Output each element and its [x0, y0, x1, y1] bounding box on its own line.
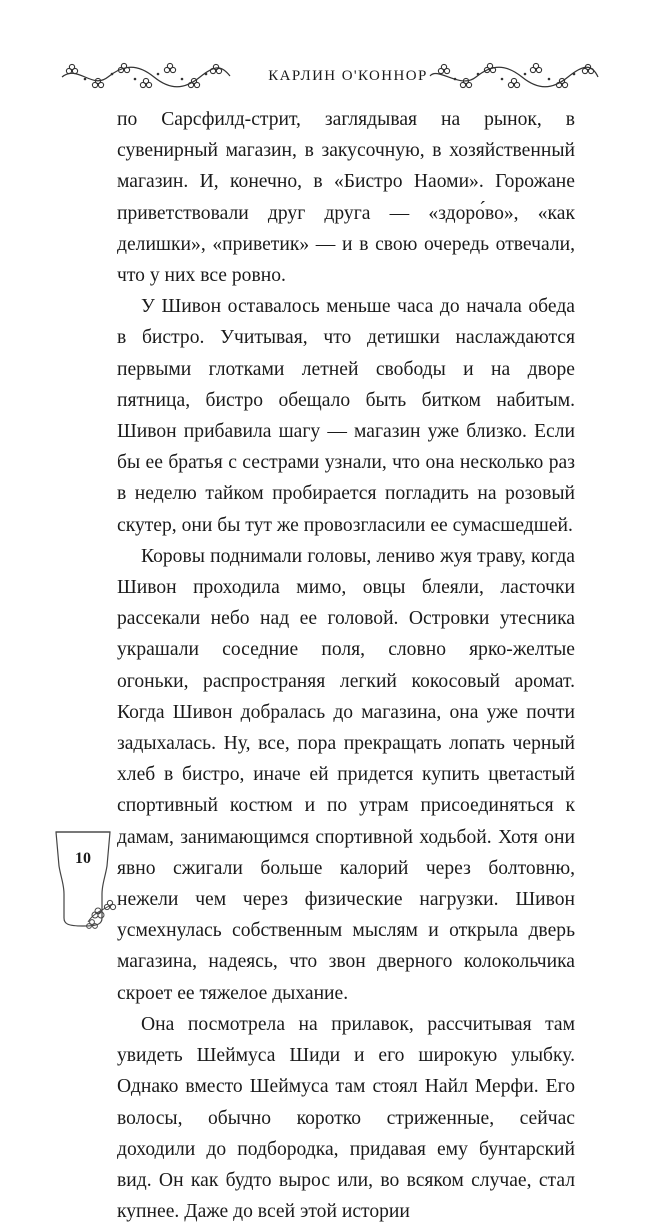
clover-vine-ornament-icon [427, 60, 602, 92]
paragraph: У Шивон оставалось меньше часа до начала обеда в бистро. Учитывая, что детишки наслаждаются первыми глотками летней свободы и на дворе пятница, бистро обещало быть битком набитым. Шивон прибавила шагу — магазин уже близко. Если бы ее братья с сестрами узнали, что она несколько раз в неделю тайком пробирается погладить на розовый скутер, они бы тут же провозгласили ее сумасшедшей. [117, 296, 575, 536]
paragraph: Коровы поднимали головы, лениво жуя траву, когда Шивон проходила мимо, овцы блеяли, ласточки рассекали небо над ее головой. Островки утесника украшали соседние поля, словно ярко-желтые огоньки, распространяя легкий кокосовый аромат. Когда Шивон добралась до магазина, она уже почти задыхалась. Ну, все, пора прекращать лопать черный хлеб в бистро, иначе ей придется купить цветастый спортивный костюм и по утрам присоединяться к дамам, занимающимся спортивной ходьбой. Хотя они явно сжигали больше калорий через болтовню, нежели чем через физические нагрузки. Шивон усмехнулась собственным мыслям и открыла дверь магазина, надеясь, что звон дверного колокольчика скроет ее тяжелое дыхание. [117, 545, 575, 1004]
page-header [50, 56, 602, 96]
page-folio [52, 826, 122, 936]
page-number: 10 [75, 850, 91, 867]
body-text [117, 104, 575, 1227]
clover-vine-ornament-icon [58, 60, 233, 92]
paragraph: по Сарсфилд-стрит, заглядывая на рынок, в сувенирный магазин, в закусочную, в хозяйственный магазин. И, конечно, в «Бистро Наоми». Горожане приветствовали друг друга — «здоро́во», «как делишки», «приветик» — и в свою очередь отвечали, что у них все ровно. [117, 109, 575, 287]
paragraph: Она посмотрела на прилавок, рассчитывая там увидеть Шеймуса Шиди и его широкую улыбку. Однако вместо Шеймуса там стоял Найл Мерфи. Его волосы, обычно коротко стриженные, сейчас доходили до подбородка, придавая ему бунтарский вид. Он как будто вырос или, во всяком случае, стал купнее. Даже до всей этой истории [117, 1013, 575, 1223]
pint-glass-icon [52, 826, 122, 936]
running-head-author: КАРЛИН О'КОННОР [268, 68, 428, 84]
